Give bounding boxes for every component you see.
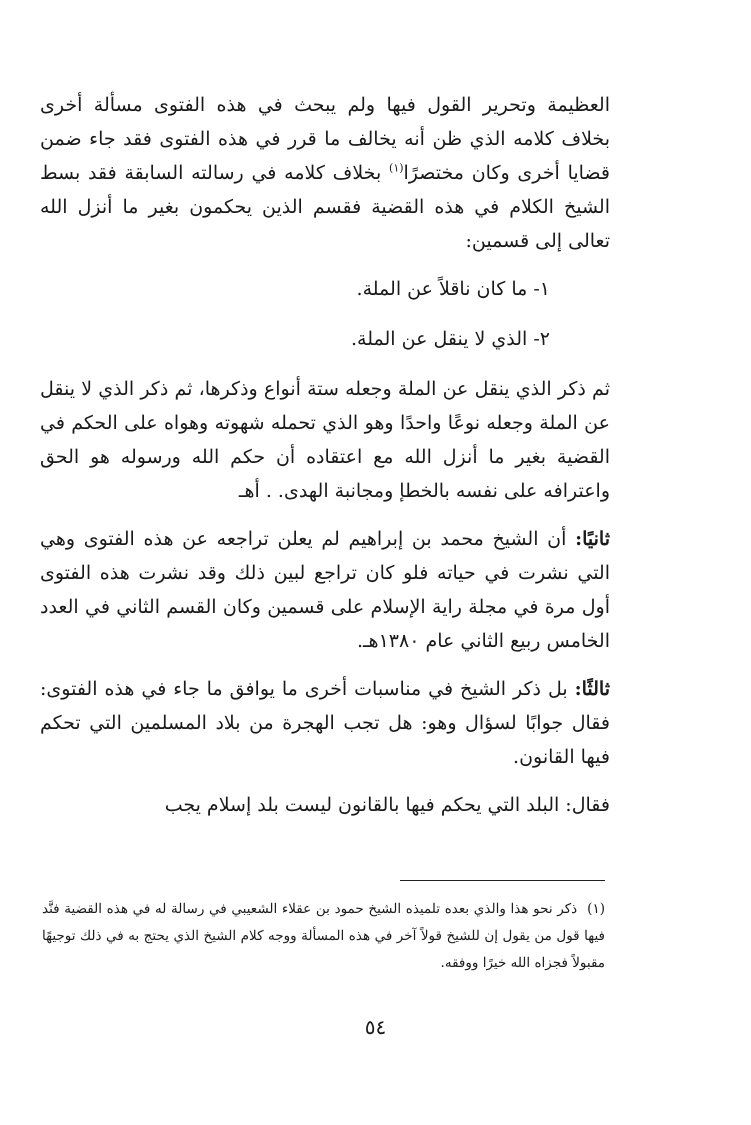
main-text	[40, 88, 610, 832]
footnote-number: (١)	[587, 901, 605, 917]
paragraph-1-continued: بخلاف كلامه في رسالته السابقة فقد بسط الشيخ الكلام في هذه القضية فقسم الذين يحكمون بغير ما أنزل الله تعالى إلى قسمين:	[40, 162, 610, 252]
paragraph-4	[40, 672, 610, 774]
paragraph-3	[40, 522, 610, 658]
paragraph-4-text: بل ذكر الشيخ في مناسبات أخرى ما يوافق ما جاء في هذه الفتوى: فقال جوابًا لسؤال وهو: هل تجب الهجرة من بلاد المسلمين التي تحكم فيها القانون.	[40, 678, 610, 768]
paragraph-2: ثم ذكر الذي ينقل عن الملة وجعله ستة أنواع وذكرها، ثم ذكر الذي لا ينقل عن الملة وجعله نوعًا واحدًا وهو الذي تحمله شهوته وهواه على الحكم في القضية بغير ما أنزل الله مع اعتقاده أن حكم الله ورسوله هو الحق واعترافه على نفسه بالخطإ ومجانبة الهدى. . أهـ	[40, 378, 610, 502]
paragraph-3-lead: ثانيًا:	[575, 528, 610, 550]
footnote-text: ذكر نحو هذا والذي بعده تلميذه الشيخ حمود بن عقلاء الشعيبي في رسالة له في هذه القضية فنَّد فيها قول من يقول إن للشيخ قولاً آخر في هذه المسألة ووجه كلام الشيخ الذي يحتج به في ذلك توجيهًا مقبولاً فجزاه الله خيرًا ووفقه.	[42, 901, 605, 971]
paragraph-1-text: العظيمة وتحرير القول فيها ولم يبحث في هذه الفتوى مسألة أخرى بخلاف كلامه الذي ظن أنه يخالف ما قرر في هذه الفتوى فقد جاء ضمن قضايا أخرى وكان مختصرًا	[40, 94, 610, 184]
paragraph-5: فقال: البلد التي يحكم فيها بالقانون ليست بلد إسلام يجب	[164, 794, 610, 816]
paragraph-4-lead: ثالثًا:	[574, 678, 610, 700]
footnote-reference[interactable]: (١)	[389, 161, 404, 175]
list-item-2: ٢- الذي لا ينقل عن الملة.	[351, 328, 550, 350]
paragraph-3-text: أن الشيخ محمد بن إبراهيم لم يعلن تراجعه عن هذه الفتوى وهي التي نشرت في حياته فلو كان تراجع لبين ذلك وقد نشرت هذه الفتوى أول مرة في مجلة راية الإسلام على قسمين وكان القسم الثاني في العدد الخامس ربيع الثاني عام ١٣٨٠هـ.	[40, 528, 610, 652]
paragraph-1	[40, 88, 610, 258]
list-item-1: ١- ما كان ناقلاً عن الملة.	[356, 278, 550, 300]
footnote	[42, 896, 605, 977]
footnote-divider	[400, 880, 605, 881]
page-number: ٥٤	[364, 1015, 387, 1039]
